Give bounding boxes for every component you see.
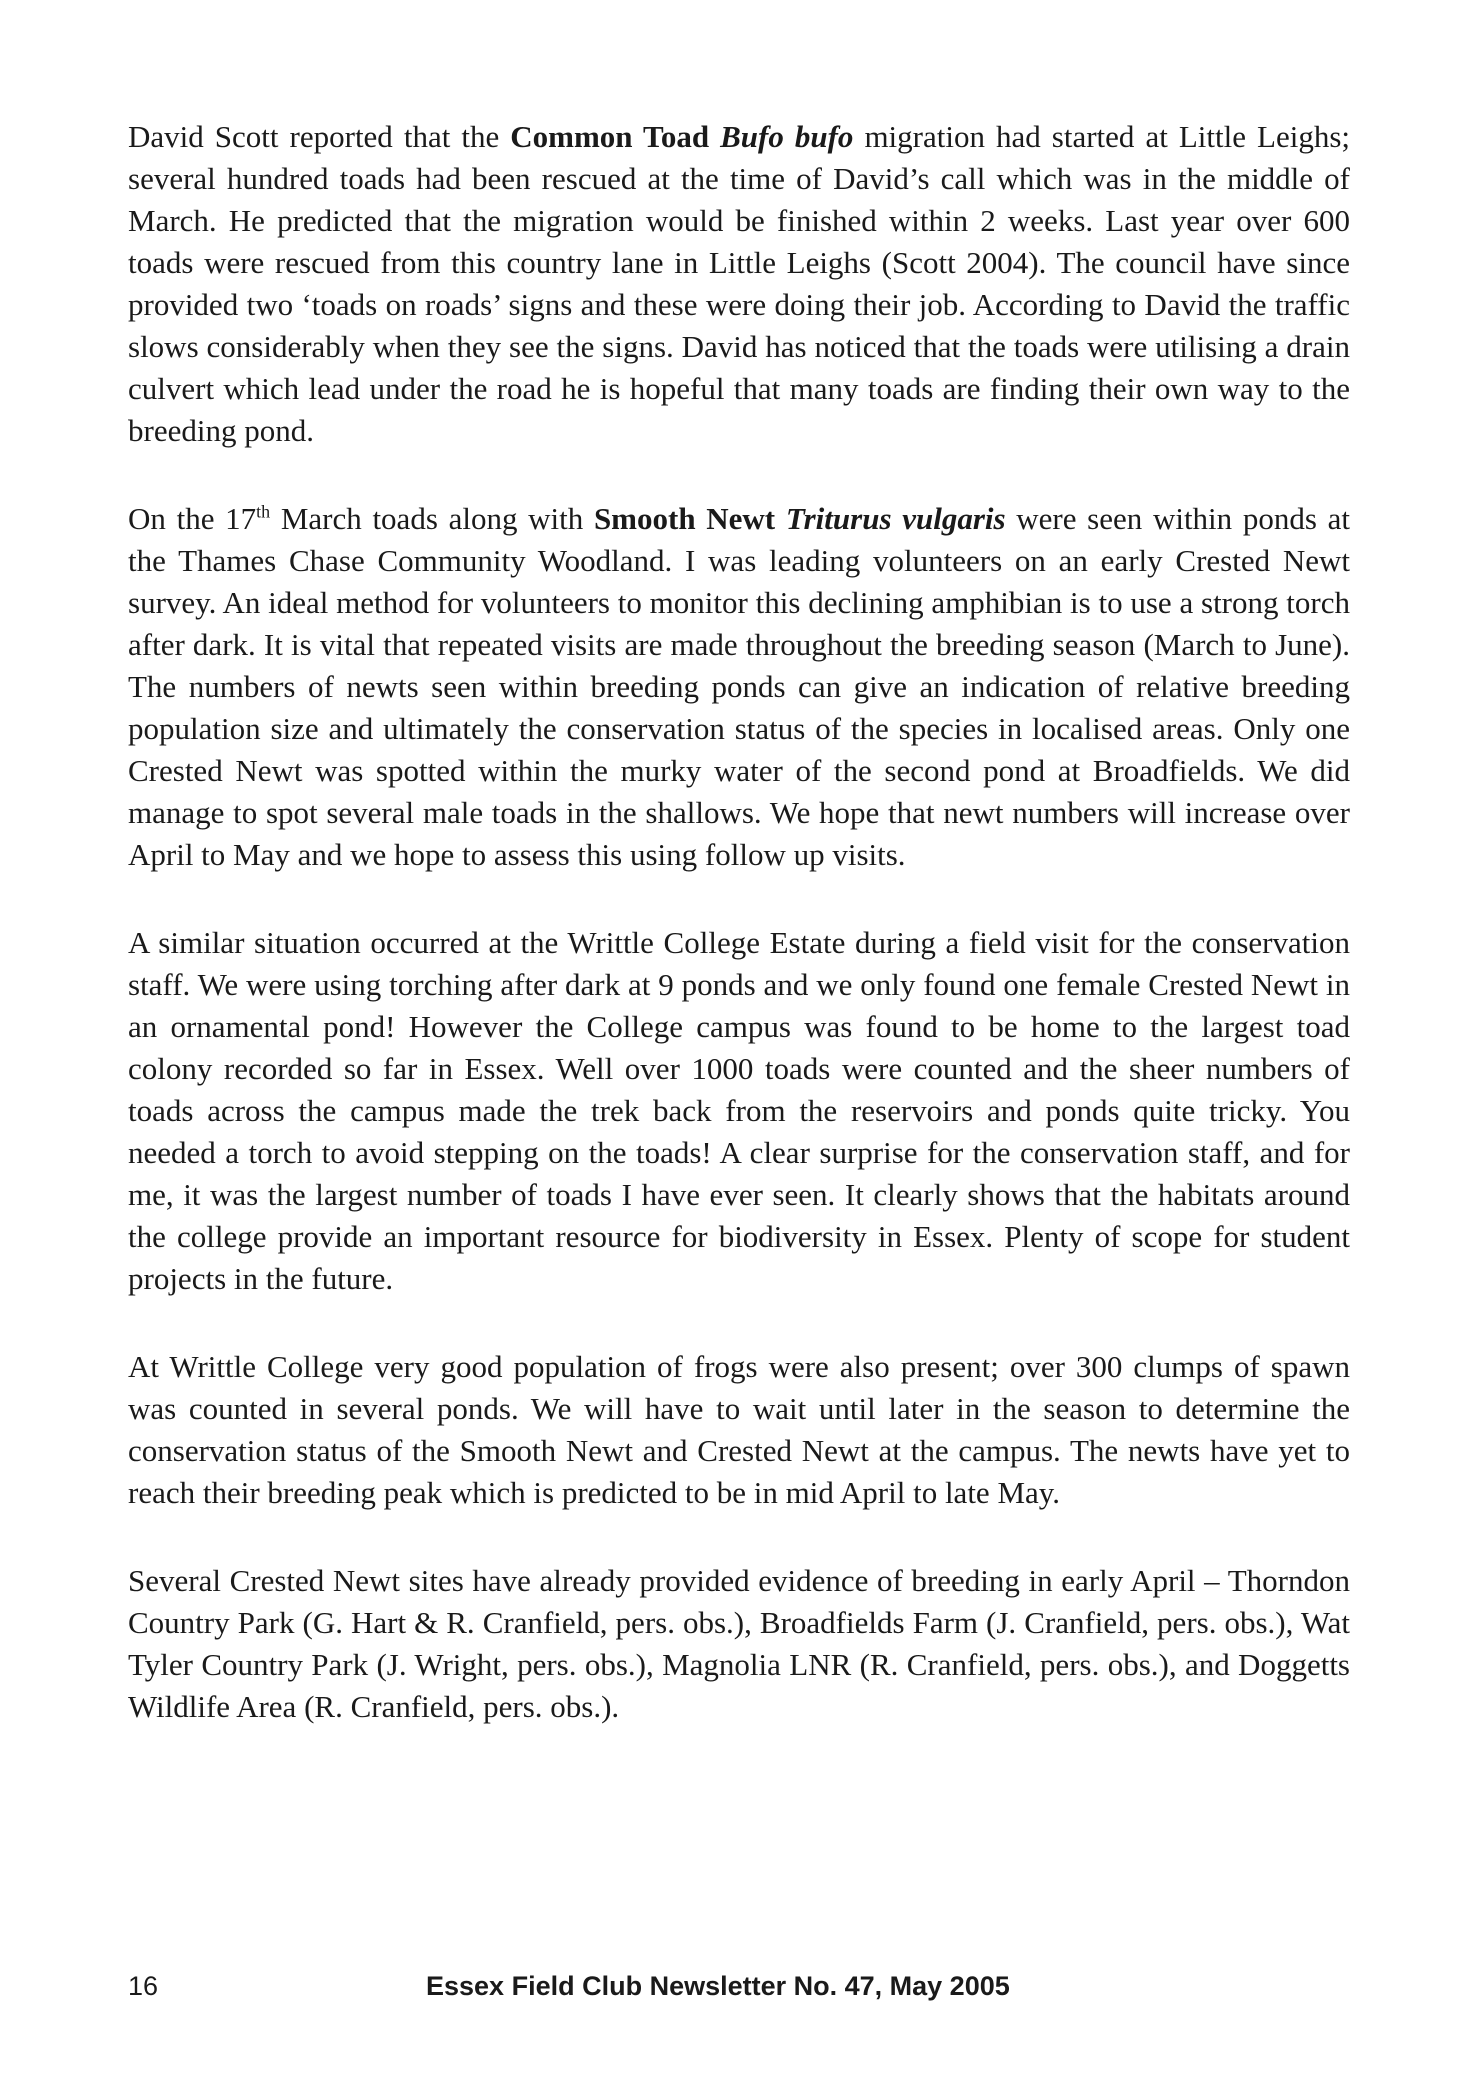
species-common-name: Common Toad [510, 119, 710, 154]
paragraph-text: March toads along with [270, 501, 594, 536]
ordinal-suffix: th [256, 501, 271, 522]
paragraph-text: were seen within ponds at the Thames Chase Community Woodland. I was leading volunteers on an early Crested Newt survey. An ideal method for volunteers to monitor this declining amphibian is to use a strong torch after dark. It is vital that repeated visits are made throughout the breeding season (March to June). The numbers of newts seen within breeding ponds can give an indication of relative breeding population size and ultimately the conservation status of the species in localised areas. Only one Crested Newt was spotted within the murky water of the second pond at Broadfields. We did manage to spot several male toads in the shallows. We hope that newt numbers will increase over April to May and we hope to assess this using follow up visits. [128, 501, 1350, 872]
page-footer [128, 1966, 1350, 2006]
paragraph-writtle-frogs: At Writtle College very good population of frogs were also present; over 300 clumps of spawn was counted in several ponds. We will have to wait until later in the season to determine the conservation status of the Smooth Newt and Crested Newt at the campus. The newts have yet to reach their breeding peak which is predicted to be in mid April to late May. [128, 1349, 1350, 1510]
paragraph-text: migration had started at Little Leighs; several hundred toads had been rescued at the time of David’s call which was in the middle of March. He predicted that the migration would be finished within 2 weeks. Last year over 600 toads were rescued from this country lane in Little Leighs (Scott 2004). The council have since provided two ‘toads on roads’ signs and these were doing their job. According to David the traffic slows considerably when they see the signs. David has noticed that the toads were utilising a drain culvert which lead under the road he is hopeful that many toads are finding their own way to the breeding pond. [128, 119, 1350, 448]
paragraph-text: On the 17 [128, 501, 257, 536]
species-scientific-name: Bufo bufo [720, 119, 854, 154]
page-number: 16 [128, 1971, 159, 2001]
paragraph-toad-migration [128, 116, 1350, 452]
publication-title: Essex Field Club Newsletter No. 47, May 2005 [426, 1971, 1010, 2001]
paragraph-thames-chase-survey [128, 498, 1350, 876]
paragraph-breeding-sites: Several Crested Newt sites have already provided evidence of breeding in early April – Thorndon Country Park (G. Hart & R. Cranfield, pers. obs.), Broadfields Farm (J. Cranfield, pers. obs.), Wat Tyler Country Park (J. Wright, pers. obs.), Magnolia LNR (R. Cranfield, pers. obs.), and Doggetts Wildlife Area (R. Cranfield, pers. obs.). [128, 1563, 1350, 1724]
paragraph-text: David Scott reported that the [128, 119, 511, 154]
species-scientific-name: Triturus vulgaris [785, 501, 1006, 536]
paragraph-writtle-toads: A similar situation occurred at the Writtle College Estate during a field visit for the conservation staff. We were using torching after dark at 9 ponds and we only found one female Crested Newt in an ornamental pond! However the College campus was found to be home to the largest toad colony recorded so far in Essex. Well over 1000 toads were counted and the sheer numbers of toads across the campus made the trek back from the reservoirs and ponds quite tricky. You needed a torch to avoid stepping on the toads! A clear surprise for the conservation staff, and for me, it was the largest number of toads I have ever seen. It clearly shows that the habitats around the college provide an important resource for biodiversity in Essex. Plenty of scope for student projects in the future. [128, 925, 1350, 1296]
species-common-name: Smooth Newt [593, 501, 776, 536]
article-body [128, 116, 1350, 1774]
